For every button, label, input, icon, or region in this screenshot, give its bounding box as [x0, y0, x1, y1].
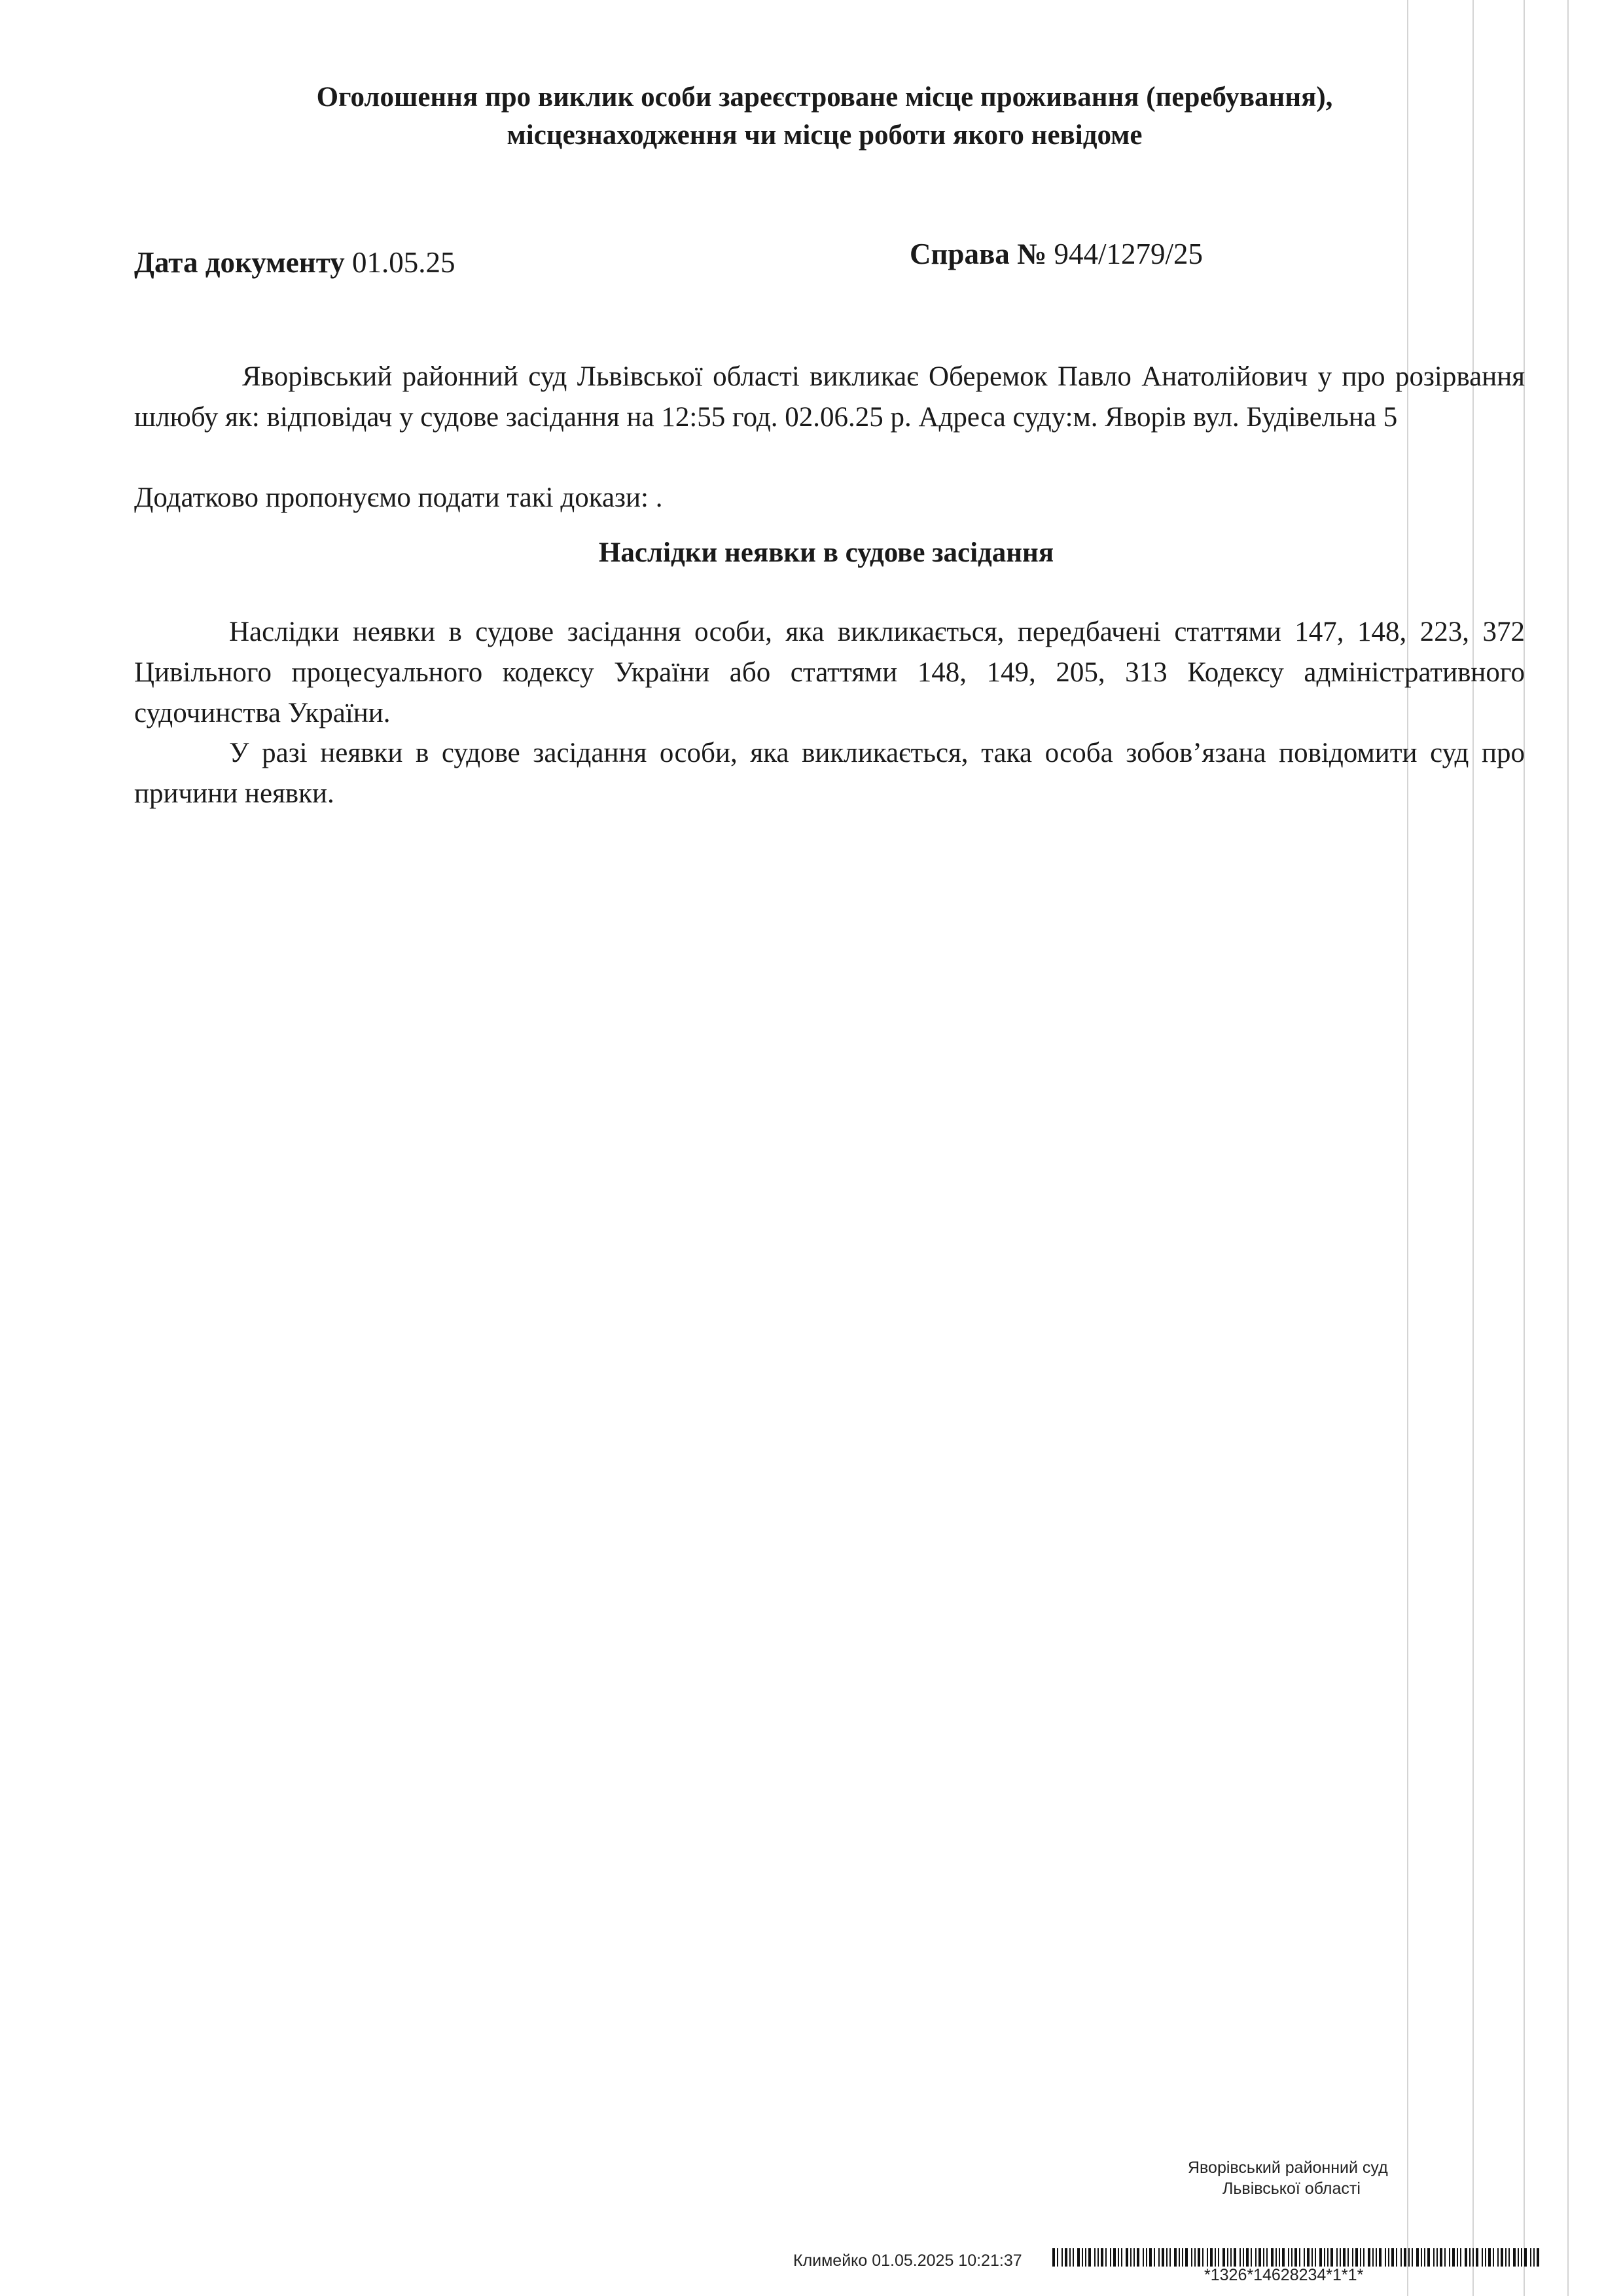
- consequences-heading: Наслідки неявки в судове засідання: [598, 537, 1054, 568]
- stamp-court-line-1: Яворівський районний суд: [1188, 2159, 1388, 2177]
- consequences-paragraph: Наслідки неявки в судове засідання особи, яка викликається, передбачені статтями 147, 148, 223, 372 Цивільного процесуального кодексу України або статтями 148, 149, 205, 313 Кодексу адміністративного судочинства України.: [134, 617, 1525, 728]
- stamp-court-line-2: Львівської області: [1222, 2179, 1361, 2198]
- document-title: [131, 79, 1518, 154]
- barcode-image: [1052, 2248, 1543, 2267]
- scan-artifact-line: [1407, 0, 1408, 2296]
- notify-paragraph: У разі неявки в судове засідання особи, яка викликається, така особа зобов’язана повідомити суд про причини неявки.: [134, 738, 1525, 809]
- barcode-code: *1326*14628234*1*1*: [1204, 2266, 1364, 2284]
- scan-artifact-line: [1567, 0, 1569, 2296]
- title-line-1: Оголошення про виклик особи зареєстроване місце проживання (перебування),: [316, 82, 1333, 113]
- title-line-2: місцезнаходження чи місце роботи якого невідоме: [507, 120, 1143, 151]
- case-number: [910, 237, 1203, 271]
- stamp-clerk-datetime: Климейко 01.05.2025 10:21:37: [793, 2251, 1022, 2270]
- summons-paragraph: Яворівський районний суд Львівської області викликає Оберемок Павло Анатолійович у про розірвання шлюбу як: відповідач у судове засідання на 12:55 год. 02.06.25 р. Адреса суду:м. Яворів вул. Будівельна 5: [134, 361, 1525, 433]
- document-date: [134, 245, 455, 279]
- scan-artifact-line: [1524, 0, 1525, 2296]
- case-label: Справа №: [910, 238, 1047, 270]
- date-label: Дата документу: [134, 246, 345, 279]
- case-value: 944/1279/25: [1054, 238, 1203, 270]
- evidence-paragraph: Додатково пропонуємо подати такі докази: .: [134, 482, 663, 513]
- date-value: 01.05.25: [351, 246, 455, 279]
- scan-artifact-line: [1472, 0, 1474, 2296]
